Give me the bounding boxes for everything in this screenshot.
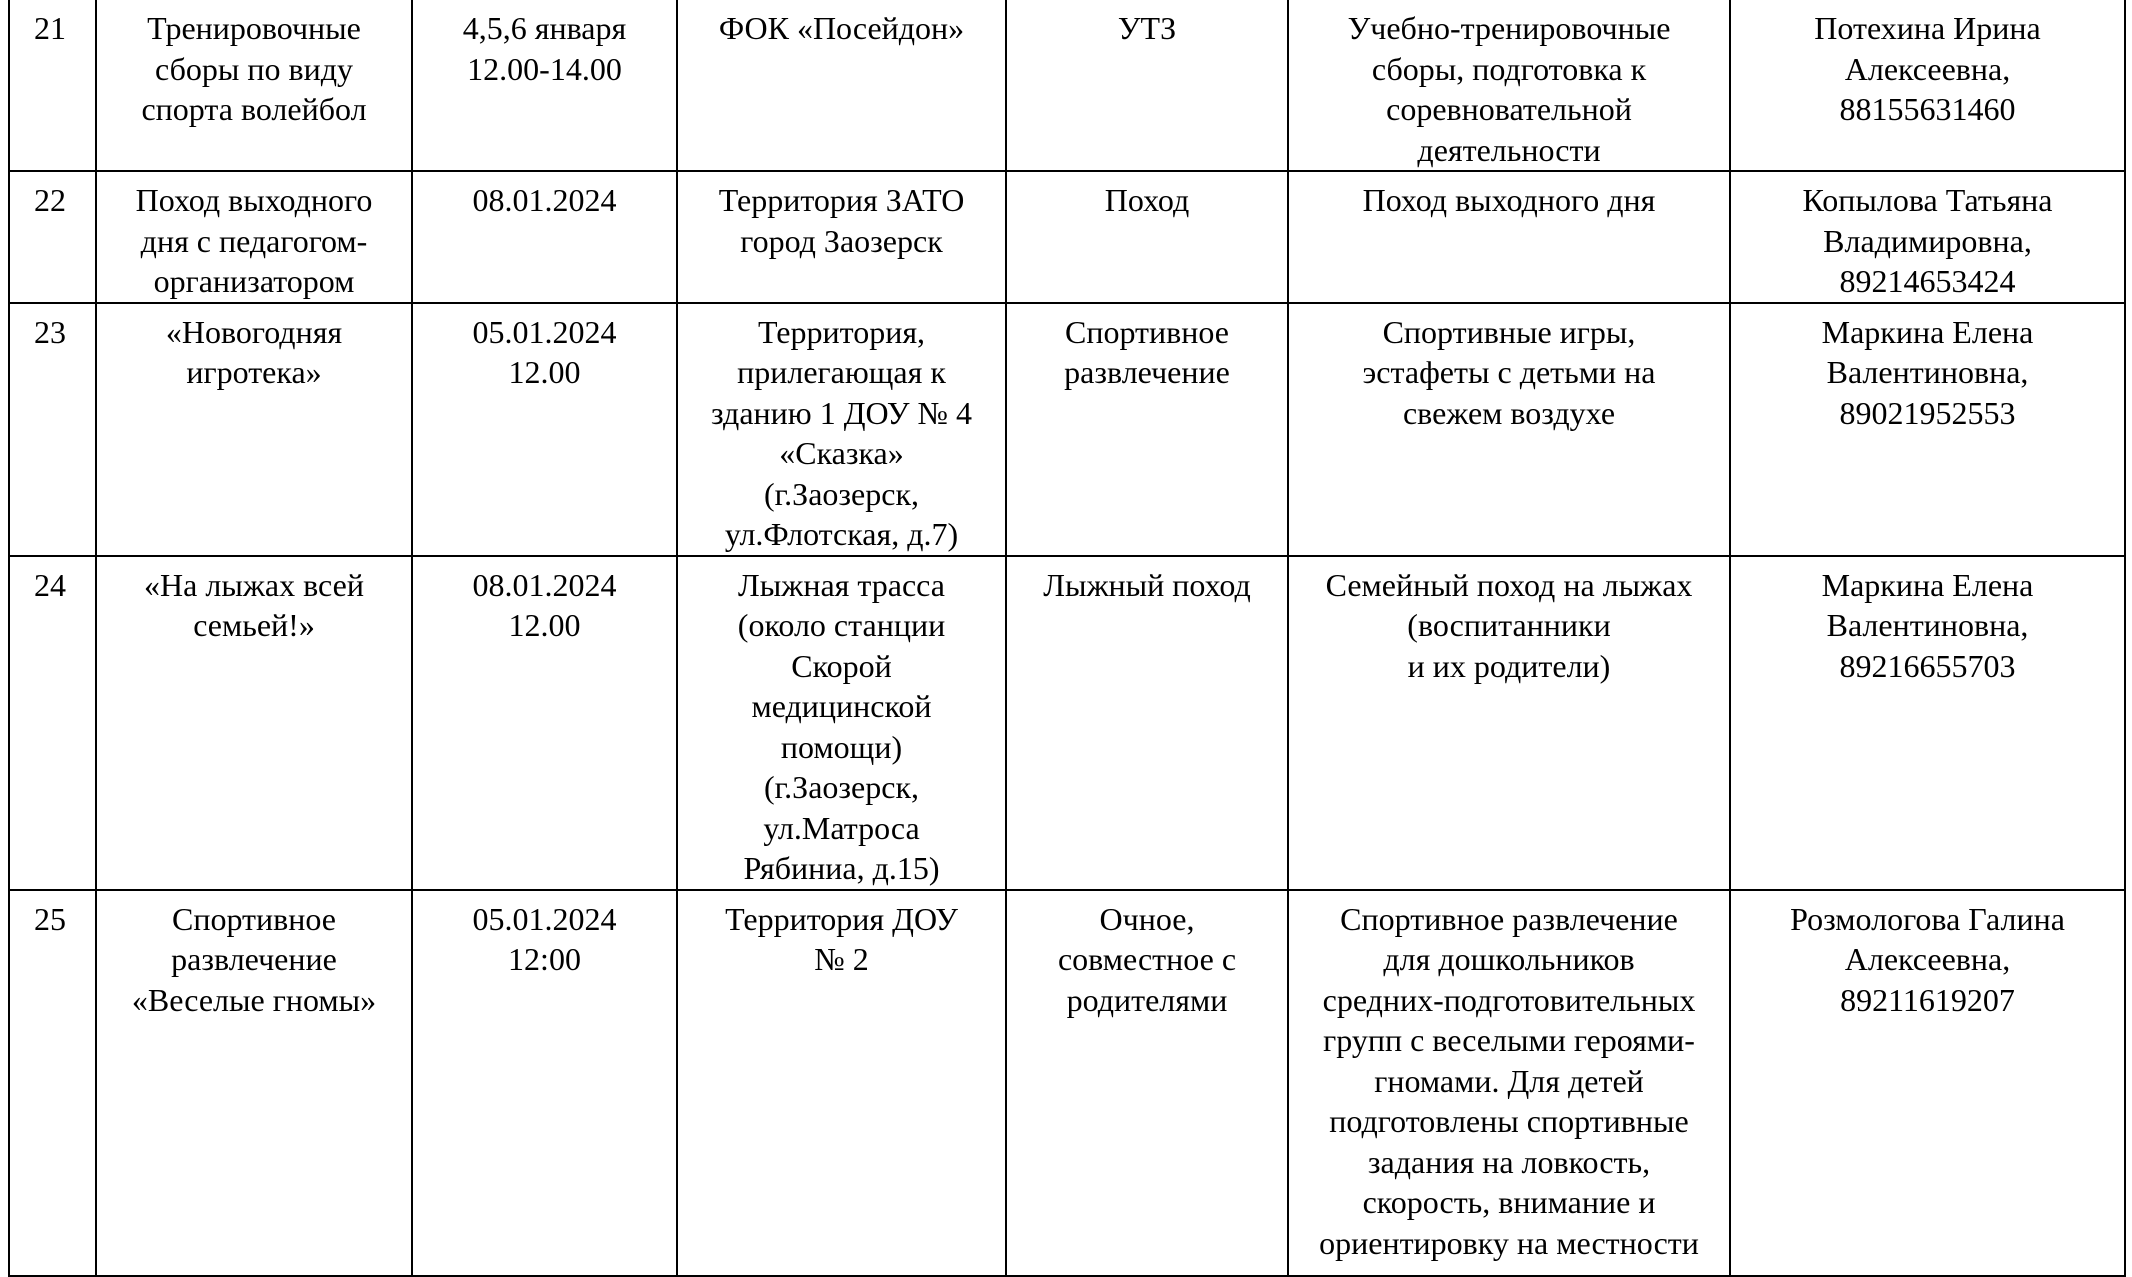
events-table (8, 0, 2126, 1277)
event-responsible: Маркина Елена Валентиновна, 89216655703 (1730, 556, 2125, 890)
row-number: 24 (9, 556, 96, 890)
event-responsible: Потехина Ирина Алексеевна, 88155631460 (1730, 0, 2125, 171)
event-date: 08.01.2024 12.00 (412, 556, 677, 890)
row-number: 25 (9, 890, 96, 1276)
event-name: Спортивное развлечение «Веселые гномы» (96, 890, 412, 1276)
event-place: ФОК «Посейдон» (677, 0, 1006, 171)
table-row (9, 303, 2125, 556)
table-row (9, 556, 2125, 890)
event-responsible: Розмологова Галина Алексеевна, 89211619207 (1730, 890, 2125, 1276)
event-form: Поход (1006, 171, 1288, 303)
event-date: 08.01.2024 (412, 171, 677, 303)
event-description: Поход выходного дня (1288, 171, 1730, 303)
event-form: УТЗ (1006, 0, 1288, 171)
event-name: «Новогодняя игротека» (96, 303, 412, 556)
event-place: Лыжная трасса (около станции Скорой медицинской помощи) (г.Заозерск, ул.Матроса Рябиниа, д.15) (677, 556, 1006, 890)
event-place: Территория ДОУ № 2 (677, 890, 1006, 1276)
event-description: Учебно-тренировочные сборы, подготовка к соревновательной деятельности (1288, 0, 1730, 171)
event-form: Очное, совместное с родителями (1006, 890, 1288, 1276)
event-date: 05.01.2024 12.00 (412, 303, 677, 556)
event-responsible: Маркина Елена Валентиновна, 89021952553 (1730, 303, 2125, 556)
event-date: 4,5,6 января 12.00-14.00 (412, 0, 677, 171)
event-name: Поход выходного дня с педагогом- организатором (96, 171, 412, 303)
event-date: 05.01.2024 12:00 (412, 890, 677, 1276)
event-description: Семейный поход на лыжах (воспитанники и их родители) (1288, 556, 1730, 890)
event-form: Спортивное развлечение (1006, 303, 1288, 556)
table-row (9, 0, 2125, 171)
event-responsible: Копылова Татьяна Владимировна, 89214653424 (1730, 171, 2125, 303)
event-form: Лыжный поход (1006, 556, 1288, 890)
event-place: Территория, прилегающая к зданию 1 ДОУ № 4 «Сказка» (г.Заозерск, ул.Флотская, д.7) (677, 303, 1006, 556)
event-description: Спортивное развлечение для дошкольников средних-подготовительных групп с веселыми героями- гномами. Для детей подготовлены спортивные задания на ловкость, скорость, внимание и ориентировку на местности (1288, 890, 1730, 1276)
table-row (9, 171, 2125, 303)
table-row (9, 890, 2125, 1276)
event-description: Спортивные игры, эстафеты с детьми на свежем воздухе (1288, 303, 1730, 556)
event-place: Территория ЗАТО город Заозерск (677, 171, 1006, 303)
event-name: «На лыжах всей семьей!» (96, 556, 412, 890)
event-name: Тренировочные сборы по виду спорта волейбол (96, 0, 412, 171)
row-number: 22 (9, 171, 96, 303)
row-number: 21 (9, 0, 96, 171)
row-number: 23 (9, 303, 96, 556)
